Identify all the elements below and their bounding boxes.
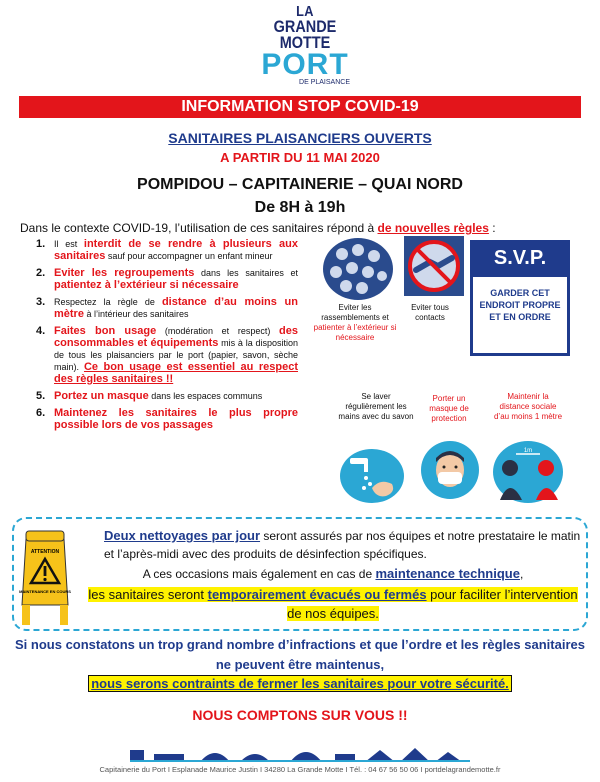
- heading-hours: De 8H à 19h: [254, 199, 346, 216]
- footer-contact: Capitainerie du Port I Esplanade Maurice Justin I 34280 La Grande Motte I Tél. : 04 67 56 50 06 I portdelagrandemotte.fr: [99, 765, 501, 774]
- notice-paragraph-1: Deux nettoyages par jour seront assurés par nos équipes et notre prestataire le matin et l’après-midi avec des produits de désinfection spécifiques.: [104, 528, 581, 561]
- contact-caption: Eviter tous contacts: [411, 303, 449, 322]
- logo-line-5: DE PLAISANCE: [299, 79, 350, 86]
- final-call: NOUS COMPTONS SUR VOUS !!: [192, 707, 408, 723]
- rule-item: 6. Maintenez les sanitaires le plus propre possible lors de vos passages: [36, 407, 298, 431]
- rule-item: 4. Faites bon usage (modération et respect) des consommables et équipements mis à la disposition de tous les plaisanciers par le port (papier, savon, sèche main). Ce bon usage est essentiel au respect des règles sanitaires !!: [36, 325, 298, 385]
- final-closure: nous serons contraints de fermer les sanitaires pour votre sécurité.: [10, 675, 590, 693]
- port-logo: [240, 4, 370, 96]
- final-warning: Si nous constatons un trop grand nombre d’infractions et que l’ordre et les règles sanitaires ne peuvent être maintenus,: [15, 637, 585, 672]
- intro-emphasis: de nouvelles règles: [377, 221, 489, 235]
- logo-line-4: PORT: [261, 48, 349, 81]
- notice-paragraph-3: les sanitaires seront temporairement évacués ou fermés pour faciliter l’intervention de nos équipes.: [88, 587, 578, 621]
- distance-label: 1m: [523, 448, 533, 454]
- svp-title: S.V.P.: [473, 243, 567, 277]
- crowd-icon: [322, 236, 394, 302]
- wash-caption: Se laver régulièrement les mains avec du savon: [338, 392, 414, 421]
- crowd-caption: Eviter les rassemblements et patienter à l’extérieur si nécessaire: [313, 303, 397, 342]
- rule-item: 3. Respectez la règle de distance d’au moins un mètre à l’intérieur des sanitaires: [36, 296, 298, 320]
- warning-sign-top: ATTENTION: [30, 549, 60, 555]
- svp-sign: [470, 240, 570, 356]
- svp-text: GARDER CET ENDROIT PROPRE ET EN ORDRE: [479, 288, 561, 322]
- heading-locations: POMPIDOU – CAPITAINERIE – QUAI NORD: [137, 176, 463, 193]
- heading-title: SANITAIRES PLAISANCIERS OUVERTS: [168, 130, 432, 146]
- warning-sign-bottom: MAINTENANCE EN COURS: [19, 589, 71, 594]
- logo-line-1: LA: [296, 3, 314, 20]
- mask-icon: [418, 440, 482, 500]
- logo-line-2: GRANDE: [273, 17, 337, 36]
- mask-caption: Porter un masque de protection: [429, 394, 469, 423]
- cleaning-notice: [12, 517, 588, 631]
- rule-item: 5. Portez un masque dans les espaces communs: [36, 390, 263, 402]
- notice-paragraph-2: A ces occasions mais également en cas de maintenance technique,: [142, 566, 524, 581]
- heading-date: A PARTIR DU 11 MAI 2020: [220, 150, 380, 165]
- rules-list: [36, 238, 298, 436]
- intro-text: Dans le contexte COVID-19, l’utilisation de ces sanitaires répond à de nouvelles règles :: [20, 221, 496, 235]
- distance-caption: Maintenir la distance sociale d’au moins 1 mètre: [493, 392, 563, 421]
- logo-line-3: MOTTE: [279, 33, 331, 52]
- distance-icon: [492, 440, 564, 504]
- wash-hands-icon: [340, 448, 404, 504]
- rule-item: 2. Eviter les regroupements dans les sanitaires et patientez à l’extérieur si nécessaire: [36, 267, 298, 291]
- skyline-graphic: [130, 740, 470, 762]
- warning-sign-icon: [18, 527, 72, 627]
- no-handshake-icon: [404, 236, 464, 296]
- info-banner: INFORMATION STOP COVID-19: [19, 96, 581, 118]
- rule-item: 1. Il est interdit de se rendre à plusieurs aux sanitaires sauf pour accompagner un enfant mineur: [36, 238, 298, 262]
